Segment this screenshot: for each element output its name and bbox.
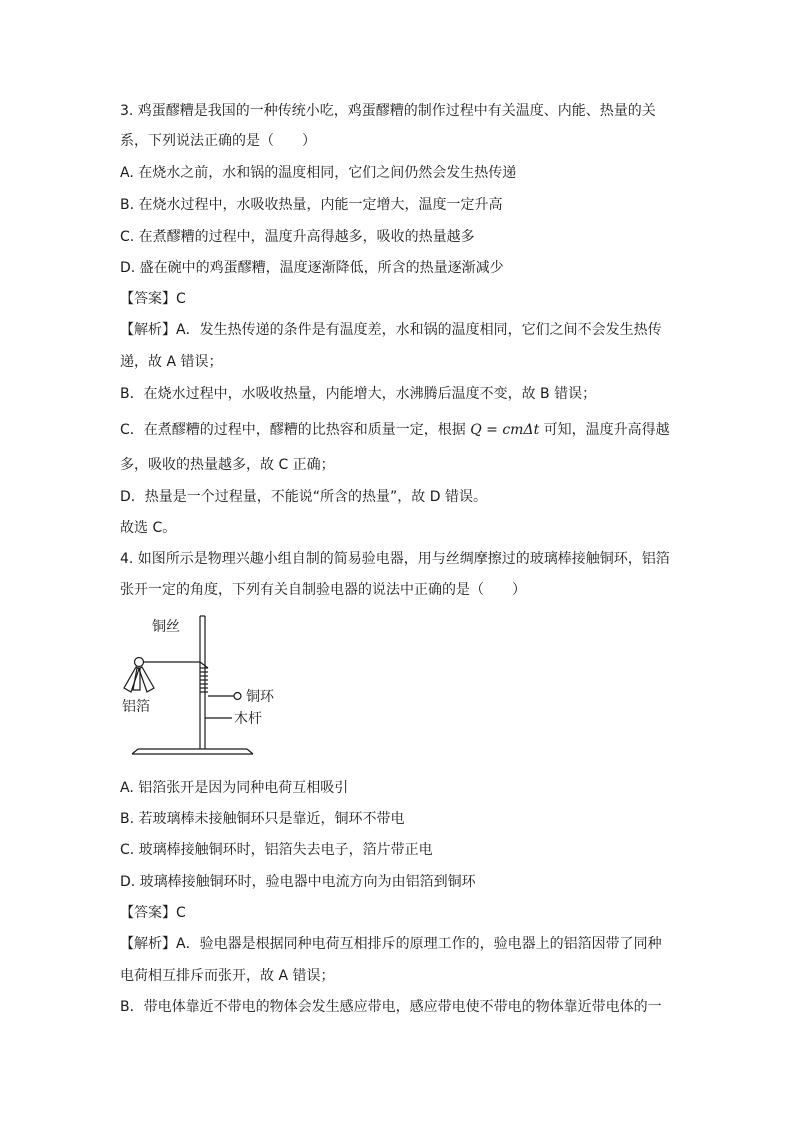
q3-option-c: C. 在煮醪糟的过程中，温度升高得越多，吸收的热量越多 [120, 229, 475, 245]
q3-analysis-line4-pre: C．在煮醪糟的过程中，醪糟的比热容和质量一定，根据 [120, 422, 471, 438]
q4-analysis-line2: 电荷相互排斥而张开，故 A 错误； [120, 968, 335, 984]
q4-analysis-line3: B．带电体靠近不带电的物体会发生感应带电，感应带电使不带电的物体靠近带电体的一 [120, 999, 662, 1015]
label-copper-ring: 铜环 [246, 689, 274, 705]
label-wood-rod: 木杆 [234, 711, 262, 727]
q3-option-a: A. 在烧水之前，水和锅的温度相同，它们之间仍然会发生热传递 [120, 165, 517, 181]
q4-stem-line2: 张开一定的角度，下列有关自制验电器的说法中正确的是（ ） [120, 582, 526, 598]
q3-conclusion: 故选 C。 [120, 520, 177, 536]
q4-option-c: C. 玻璃棒接触铜环时，铝箔失去电子，箔片带正电 [120, 842, 433, 858]
q4-option-b: B. 若玻璃棒未接触铜环只是靠近，铜环不带电 [120, 811, 405, 827]
q3-analysis-line5: 多，吸收的热量越多，故 C 正确； [120, 457, 335, 473]
q3-analysis-line2: 递，故 A 错误； [120, 354, 223, 370]
q3-analysis-line3: B．在烧水过程中，水吸收热量，内能增大，水沸腾后温度不变，故 B 错误； [120, 386, 597, 402]
q3-analysis-line4-post: 可知，温度升高得越 [539, 422, 670, 438]
q3-analysis-line1: 【解析】A．发生热传递的条件是有温度差，水和锅的温度相同，它们之间不会发生热传 [120, 322, 662, 338]
electroscope-figure [112, 614, 282, 766]
foil-leaf-right [139, 667, 154, 692]
copper-ring [234, 693, 241, 700]
q4-stem-line1: 4. 如图所示是物理兴趣小组自制的简易验电器，用与丝绸摩擦过的玻璃棒接触铜环，铝箔 [120, 551, 670, 567]
label-copper-wire: 铜丝 [152, 619, 180, 635]
q3-analysis-line4 [120, 420, 670, 440]
q3-option-b: B. 在烧水过程中，水吸收热量，内能一定增大，温度一定升高 [120, 197, 503, 213]
label-aluminum-foil: 铝箔 [122, 699, 150, 715]
q4-option-a: A. 铝箔张开是因为同种电荷互相吸引 [120, 780, 349, 796]
foil-holder [135, 658, 144, 667]
q3-stem-line1: 3. 鸡蛋醪糟是我国的一种传统小吃，鸡蛋醪糟的制作过程中有关温度、内能、热量的关 [120, 103, 656, 119]
q3-answer: 【答案】C [120, 291, 186, 307]
heat-formula: Q = cmΔt [470, 422, 540, 438]
q4-answer: 【答案】C [120, 905, 186, 921]
q4-analysis-line1: 【解析】A．验电器是根据同种电荷互相排斥的原理工作的，验电器上的铝箔因带了同种 [120, 936, 662, 952]
q3-analysis-line6: D．热量是一个过程量，不能说“所含的热量”，故 D 错误。 [120, 489, 487, 505]
q4-option-d: D. 玻璃棒接触铜环时，验电器中电流方向为由铝箔到铜环 [120, 874, 476, 890]
q3-option-d: D. 盛在碗中的鸡蛋醪糟，温度逐渐降低，所含的热量逐渐减少 [120, 260, 504, 276]
q3-stem-line2: 系，下列说法正确的是（ ） [120, 133, 316, 149]
